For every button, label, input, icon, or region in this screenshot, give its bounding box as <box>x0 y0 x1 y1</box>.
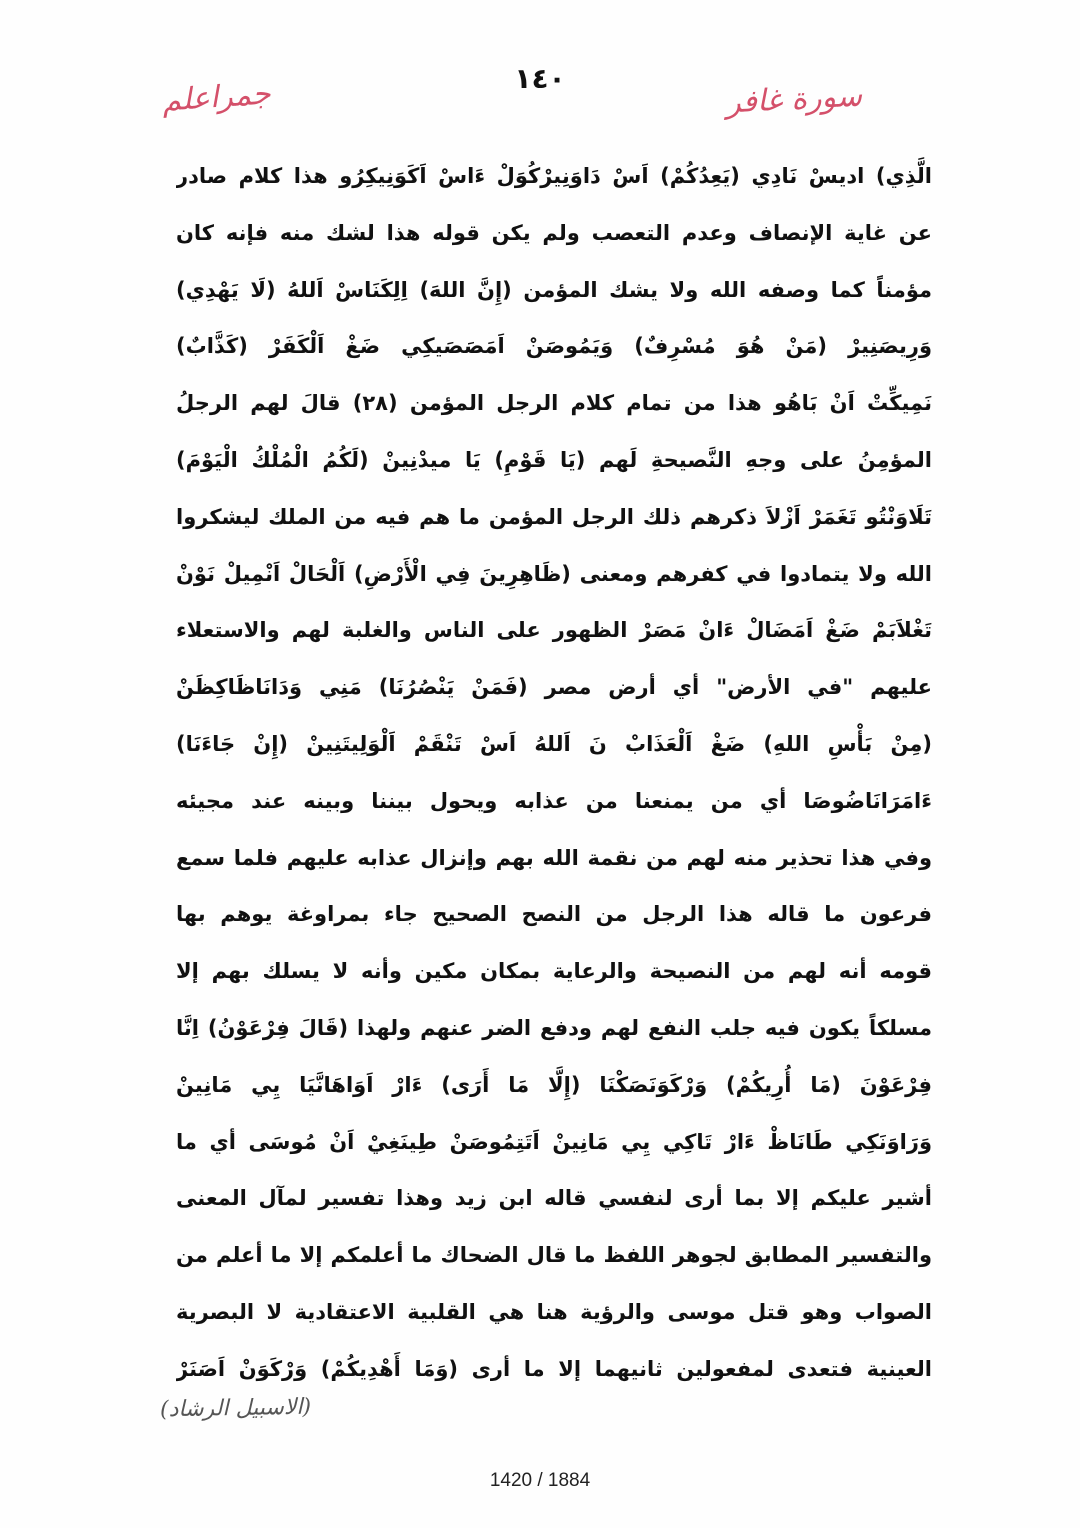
handwritten-surah-title: سورة غافر <box>725 78 863 121</box>
page-number: ١٤٠ <box>514 62 566 95</box>
main-text-block <box>176 148 932 1398</box>
text-line: مسلكاً يكون فيه جلب النفع لهم ودفع الضر عنهم ولهذا (قَالَ فِرْعَوْنُ) اِنَّا <box>176 1015 932 1040</box>
text-line: وفي هذا تحذير منه لهم من نقمة الله بهم وإنزال عذابه عليهم فلما سمع <box>176 845 932 870</box>
text-line: ءَامَرَانَاضُوصَا أي من يمنعنا من عذابه ويحول بيننا وبينه عند مجيئه <box>176 788 932 813</box>
text-line: والتفسير المطابق لجوهر اللفظ ما قال الضحاك ما أعلمكم إلا ما أعلم من <box>176 1243 932 1268</box>
handwritten-signature: (الاسبيل الرشاد) <box>159 1394 312 1423</box>
text-line: أشير عليكم إلا بما أرى لنفسي قاله ابن زيد وهذا تفسير لمآل المعنى <box>176 1186 932 1211</box>
text-line: وَرِيصَنِيرْ (مَنْ هُوَ مُسْرِفٌ) وَيَمُوصَنْ اَمَصَصَيكِي ضَغْ اَلْكَفَرْ (كَذَّابٌ) <box>176 334 932 359</box>
text-line: المؤمِنُ على وجهِ النَّصيحةِ لَهم (يَا قَوْمِ) يَا ميدْنِينْ (لَكُمُ الْمُلْكُ الْيَوْمَ) <box>176 447 932 472</box>
text-line: فِرْعَوْنَ (مَا أُرِيكُمْ) وَرْكَوَنَصَكْنَا (إِلَّا مَا أَرَى) ءَارْ اَوَاهَانَّيَا يِي مَانِينْ <box>176 1072 932 1097</box>
page-counter: 1420 / 1884 <box>489 1470 591 1491</box>
text-line: الَّذِي) اديسْ نَادِي (يَعِدُكُمْ) اَسْ دَاوَنِيرْكُوَلْ ءَاسْ اَكَوَنِيكِرُو هذا كلام صادر <box>176 164 932 188</box>
text-line: فرعون ما قاله هذا الرجل من النصح الصحيح جاء بمراوغة يوهم بها <box>176 902 932 927</box>
text-line: (مِنْ بَأْسِ اللهِ) ضَغْ اَلْعَذَابْ نَ اَللهُ اَسْ تَنْقَمْ اَلْوَلِيتَنِينْ (إِنْ جَاءَنَا) <box>176 731 932 756</box>
text-line: عن غاية الإنصاف وعدم التعصب ولم يكن قوله هذا لشك منه فإنه كان <box>176 220 932 245</box>
text-line: عليهم "في الأرض" أي أرض مصر (فَمَنْ يَنْصُرُنَا) مَنِي وَدَانَاظَاكِظَنْ <box>176 675 932 700</box>
text-line: الله ولا يتمادوا في كفرهم ومعنى (ظَاهِرِينَ فِي الْأَرْضِ) اَلْحَالْ اَنْمِيلْ نَوْنْ <box>176 561 932 586</box>
text-line: الصواب وهو قتل موسى والرؤية هنا هي القلبية الاعتقادية لا البصرية <box>176 1299 932 1324</box>
text-line: مؤمناً كما وصفه الله ولا يشك المؤمن (إِنَّ اللهَ) اِلِكَنَاسْ اَللهُ (لَا يَهْدِي) <box>176 277 932 302</box>
text-line: قومه أنه لهم من النصيحة والرعاية بمكان مكين وأنه لا يسلك بهم إلا <box>176 959 932 984</box>
text-line: تَغْلاَبَمْ ضَغْ اَمَضَالْ ءَانْ مَصَرْ الظهور على الناس والغلبة لهم والاستعلاء <box>176 618 932 643</box>
handwritten-note-left: جمراعلم <box>160 76 272 119</box>
text-line: تَلَاوَنْتُو تَغَمَرْ اَزْلاَ ذكرهم ذلك الرجل المؤمن ما هم فيه من الملك ليشكروا <box>176 504 932 529</box>
text-line: العينية فتعدى لمفعولين ثانيهما إلا ما أرى (وَمَا أَهْدِيكُمْ) وَرْكَوَنْ اَصَنَرْ <box>176 1356 932 1381</box>
text-line: وَرَاوَنَكِي طَانَاظْ ءَارْ تَاكِي يِي مَانِينْ اَتَتِمُوصَنْ طِينَغِيْ اَنْ مُوسَى أي ما <box>176 1129 932 1154</box>
text-line: نَمِيكِّتْ اَنْ بَاهُو هذا من تمام كلام الرجل المؤمن (٢٨) قالَ لهم الرجلُ <box>176 391 932 416</box>
